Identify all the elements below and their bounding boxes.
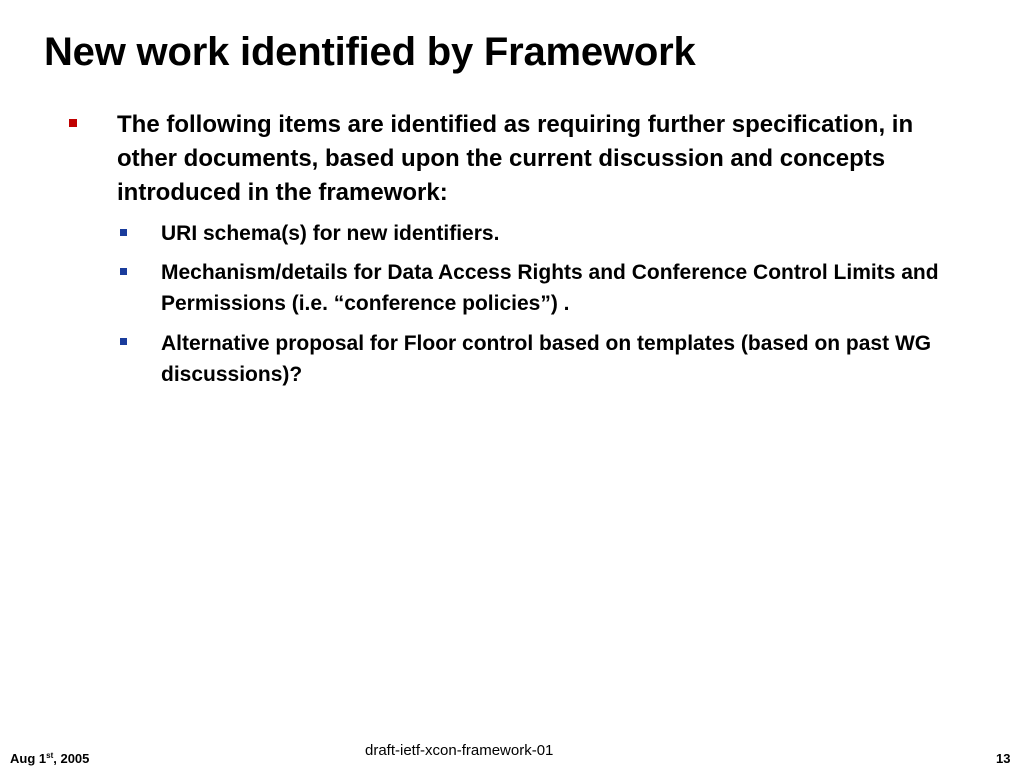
sub-bullet-square-icon (120, 338, 127, 345)
sub-bullet-square-icon (120, 268, 127, 275)
sub-bullet-1: URI schema(s) for new identifiers. (161, 222, 500, 245)
footer-date-sup: st (46, 751, 54, 760)
footer-date (10, 751, 89, 766)
sub-bullet-square-icon (120, 229, 127, 236)
slide-title: New work identified by Framework (44, 30, 696, 74)
main-bullet-square-icon (69, 119, 77, 127)
main-bullet-text: The following items are identified as requiring further specification, in other documents, based upon the current discussion and concepts introduced in the framework: (117, 111, 914, 206)
sub-bullet-3: Alternative proposal for Floor control based on templates (based on past WG discussions)? (161, 332, 932, 386)
footer-date-prefix: Aug 1 (10, 751, 47, 766)
footer-draft-name: draft-ietf-xcon-framework-01 (365, 742, 554, 759)
footer-date-suffix: , 2005 (53, 751, 90, 766)
footer-page-number: 13 (996, 751, 1011, 766)
sub-bullet-2: Mechanism/details for Data Access Rights and Conference Control Limits and Permissions (i.e. “conference policies”) . (161, 261, 939, 315)
